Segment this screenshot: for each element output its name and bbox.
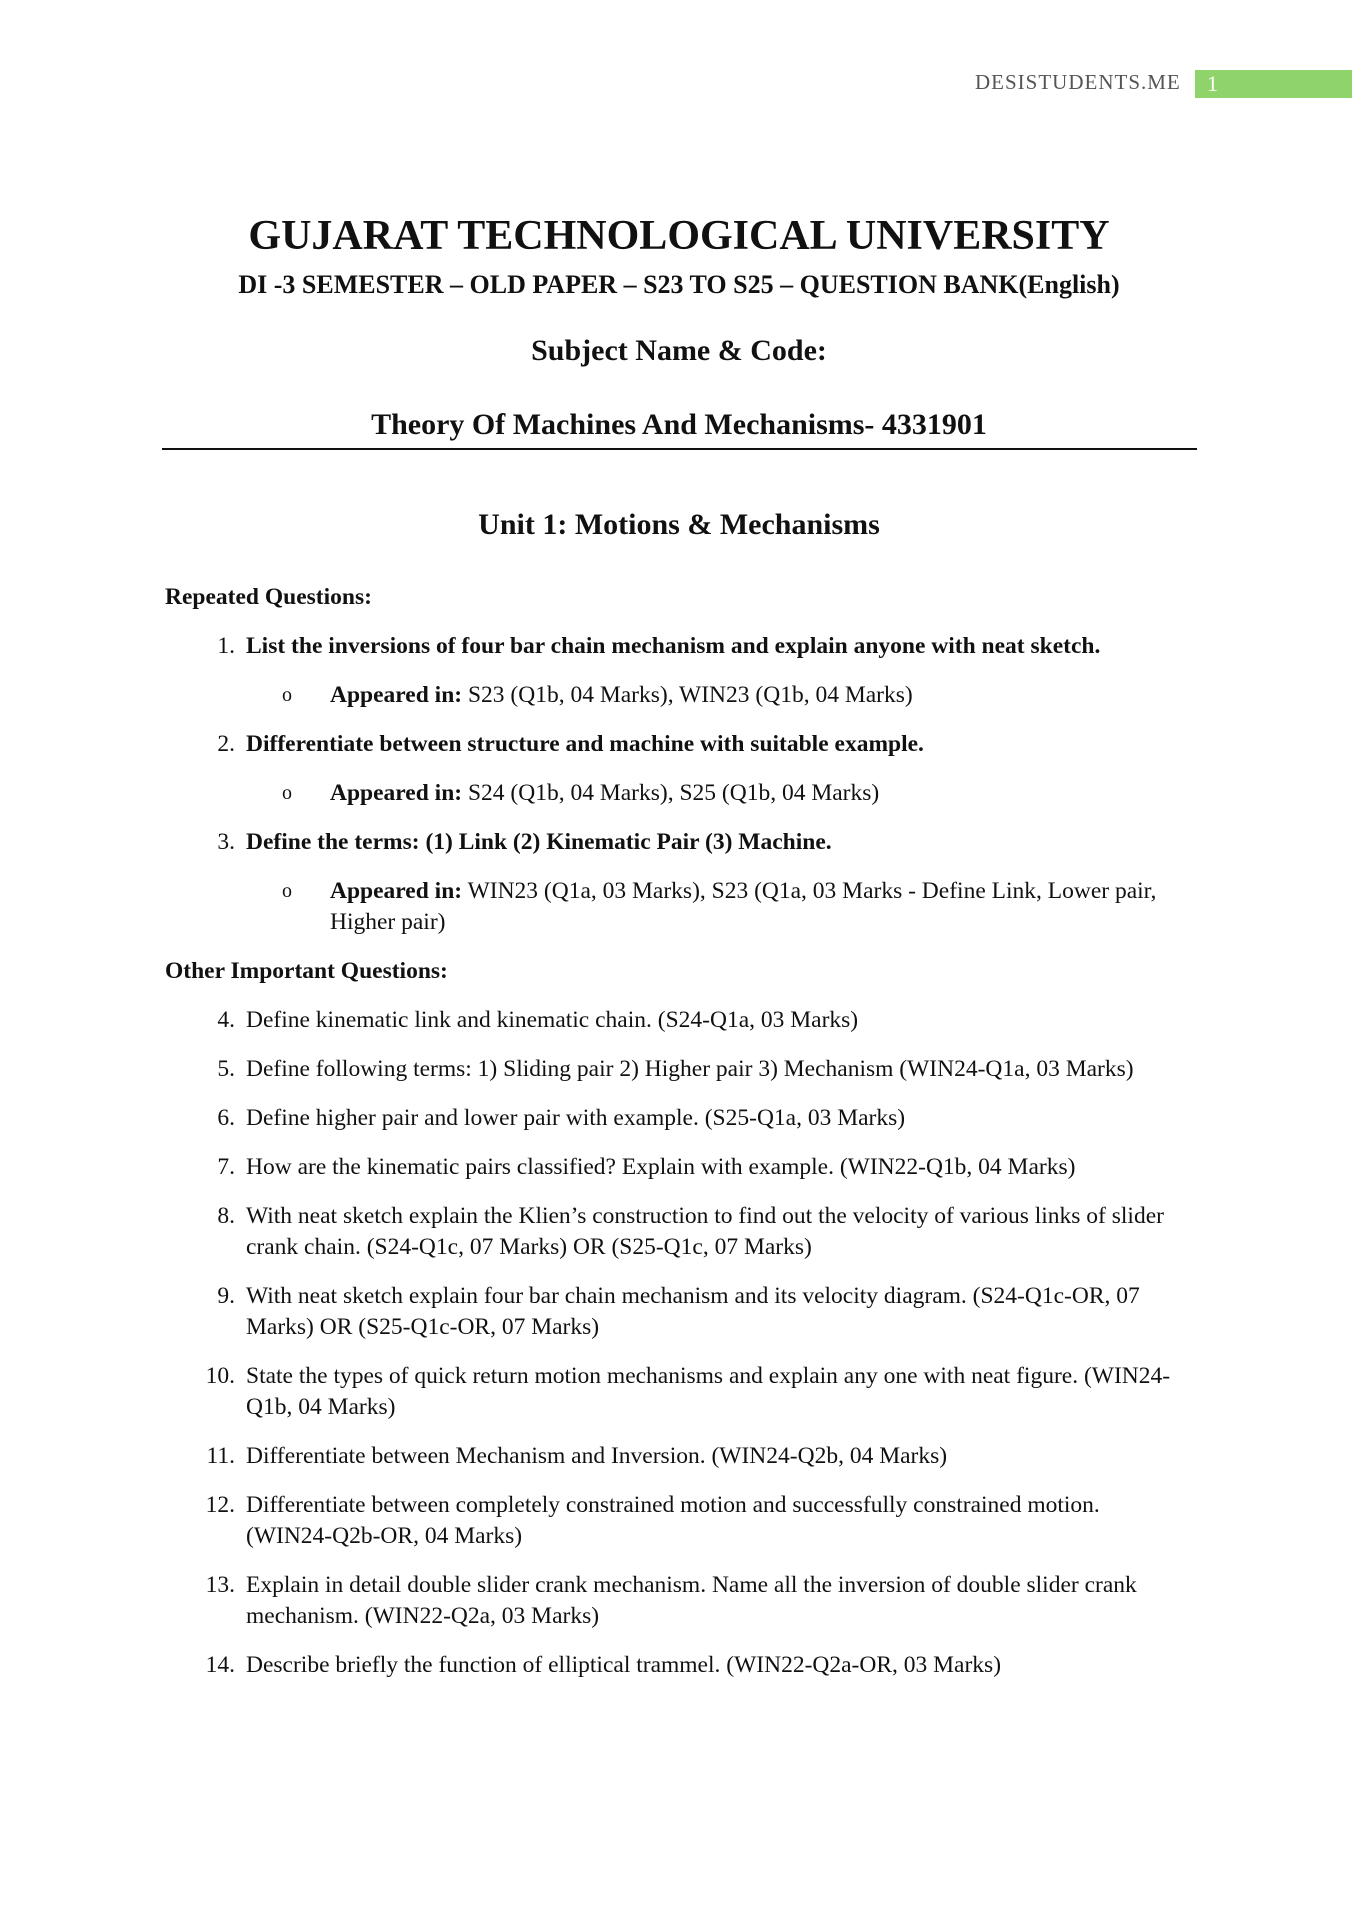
question-text: Differentiate between completely constrained motion and successfully constrained motion. (WIN24-Q2b-OR, 04 Marks) bbox=[246, 1492, 1100, 1549]
question-number: 1. bbox=[217, 633, 235, 659]
other-questions-heading: Other Important Questions: bbox=[165, 958, 448, 984]
question-number: 9. bbox=[217, 1283, 235, 1309]
question-number: 11. bbox=[206, 1443, 235, 1469]
question-text: Explain in detail double slider crank mechanism. Name all the inversion of double slider crank mechanism. (WIN22-Q2a, 03 Marks) bbox=[246, 1572, 1137, 1629]
question-item bbox=[165, 1054, 1175, 1085]
question-number: 12. bbox=[205, 1492, 235, 1518]
question-text: With neat sketch explain the Klien’s construction to find out the velocity of various links of slider crank chain. (S24-Q1c, 07 Marks) OR (S25-Q1c, 07 Marks) bbox=[246, 1203, 1164, 1260]
question-item bbox=[165, 1201, 1175, 1263]
appeared-in-line bbox=[165, 778, 1175, 809]
question-number: 8. bbox=[217, 1203, 235, 1229]
subject-name: Theory Of Machines And Mechanisms- 4331901 bbox=[371, 408, 987, 441]
page-number-badge: 1 bbox=[1195, 70, 1352, 98]
question-item bbox=[165, 1650, 1175, 1681]
question-text: Differentiate between Mechanism and Inversion. (WIN24-Q2b, 04 Marks) bbox=[246, 1443, 948, 1469]
question-number: 14. bbox=[205, 1652, 235, 1678]
question-number: 3. bbox=[217, 829, 235, 855]
paper-subtitle: DI -3 SEMESTER – OLD PAPER – S23 TO S25 – QUESTION BANK(English) bbox=[238, 270, 1120, 299]
question-text: Differentiate between structure and machine with suitable example. bbox=[246, 731, 924, 757]
question-text: How are the kinematic pairs classified? Explain with example. (WIN22-Q1b, 04 Marks) bbox=[246, 1154, 1076, 1180]
appeared-details: WIN23 (Q1a, 03 Marks), S23 (Q1a, 03 Marks - Define Link, Lower pair, Higher pair) bbox=[330, 878, 1157, 935]
appeared-in-line bbox=[165, 680, 1175, 711]
question-number: 6. bbox=[217, 1105, 235, 1131]
question-number: 13. bbox=[205, 1572, 235, 1598]
question-number: 7. bbox=[217, 1154, 235, 1180]
question-text: With neat sketch explain four bar chain mechanism and its velocity diagram. (S24-Q1c-OR, 07 Marks) OR (S25-Q1c-OR, 07 Marks) bbox=[246, 1283, 1140, 1340]
appeared-label: Appeared in: bbox=[330, 878, 463, 904]
repeated-questions-heading: Repeated Questions: bbox=[165, 584, 372, 610]
question-item bbox=[165, 1490, 1175, 1552]
question-text: Define the terms: (1) Link (2) Kinematic Pair (3) Machine. bbox=[246, 829, 832, 855]
question-item bbox=[165, 1103, 1175, 1134]
question-item bbox=[165, 1152, 1175, 1183]
question-text: Define following terms: 1) Sliding pair 2) Higher pair 3) Mechanism (WIN24-Q1a, 03 Marks) bbox=[246, 1056, 1134, 1082]
unit-title: Unit 1: Motions & Mechanisms bbox=[478, 508, 880, 541]
question-item bbox=[165, 1361, 1175, 1423]
bullet-icon: o bbox=[282, 782, 292, 804]
title-divider bbox=[162, 448, 1197, 450]
question-number: 10. bbox=[205, 1363, 235, 1389]
appeared-details: S23 (Q1b, 04 Marks), WIN23 (Q1b, 04 Marks) bbox=[467, 682, 913, 708]
question-item bbox=[165, 1005, 1175, 1036]
question-text: Define higher pair and lower pair with example. (S25-Q1a, 03 Marks) bbox=[246, 1105, 906, 1131]
appeared-label: Appeared in: bbox=[330, 780, 463, 806]
question-text: Define kinematic link and kinematic chain. (S24-Q1a, 03 Marks) bbox=[246, 1007, 859, 1033]
question-item bbox=[165, 631, 1175, 662]
question-item bbox=[165, 1570, 1175, 1632]
university-title: GUJARAT TECHNOLOGICAL UNIVERSITY bbox=[248, 213, 1110, 259]
site-name: DESISTUDENTS.ME bbox=[975, 70, 1181, 94]
question-number: 2. bbox=[217, 731, 235, 757]
question-text: State the types of quick return motion mechanisms and explain any one with neat figure. (WIN24-Q1b, 04 Marks) bbox=[246, 1363, 1171, 1420]
bullet-icon: o bbox=[282, 684, 292, 706]
question-item bbox=[165, 1281, 1175, 1343]
question-item bbox=[165, 1441, 1175, 1472]
appeared-label: Appeared in: bbox=[330, 682, 463, 708]
question-item bbox=[165, 729, 1175, 760]
subject-label: Subject Name & Code: bbox=[531, 334, 827, 367]
question-list bbox=[165, 582, 1175, 1699]
question-text: Describe briefly the function of elliptical trammel. (WIN22-Q2a-OR, 03 Marks) bbox=[246, 1652, 1002, 1678]
bullet-icon: o bbox=[282, 880, 292, 902]
appeared-details: S24 (Q1b, 04 Marks), S25 (Q1b, 04 Marks) bbox=[467, 780, 880, 806]
appeared-in-line bbox=[165, 876, 1175, 938]
question-number: 5. bbox=[217, 1056, 235, 1082]
question-item bbox=[165, 827, 1175, 858]
question-number: 4. bbox=[217, 1007, 235, 1033]
question-text: List the inversions of four bar chain mechanism and explain anyone with neat sketch. bbox=[246, 633, 1101, 659]
